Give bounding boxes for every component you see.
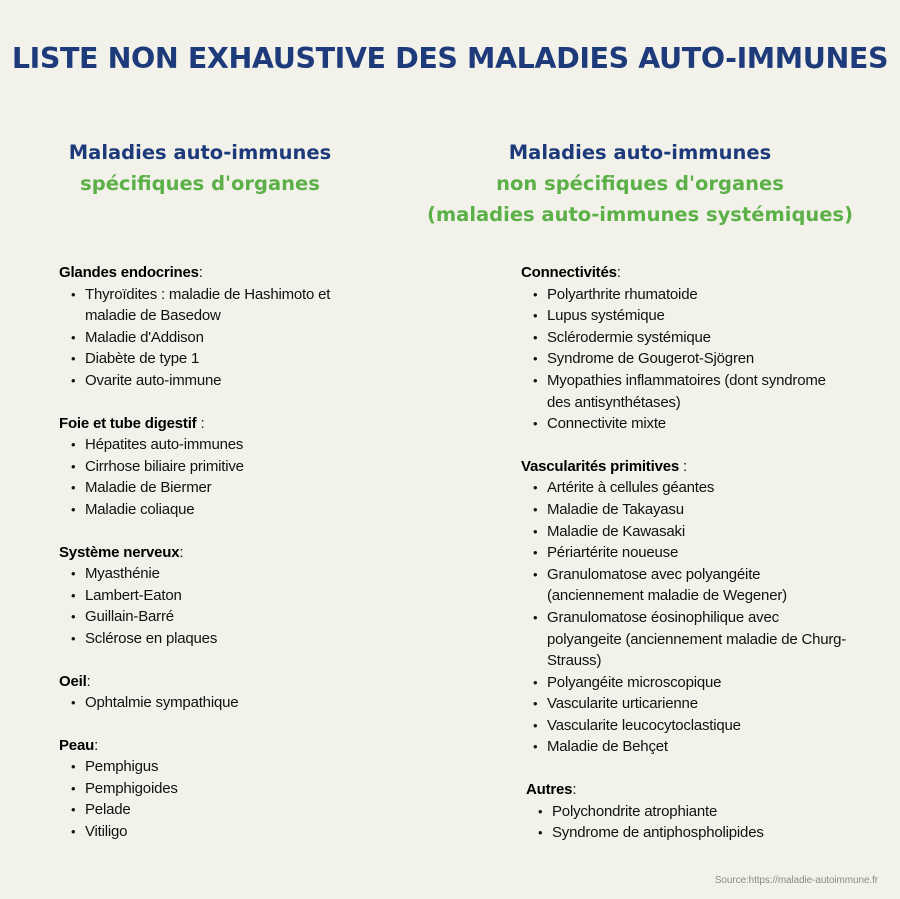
disease-list <box>526 801 851 844</box>
list-item: • Lambert-Eaton <box>85 585 369 607</box>
right-column-heading <box>420 137 860 230</box>
list-item: • Maladie de Kawasaki <box>547 521 851 543</box>
list-item: • Granulomatose éosinophilique avec polyangeite (anciennement maladie de Churg-Strauss) <box>547 607 851 672</box>
list-item: • Granulomatose avec polyangéite (anciennement maladie de Wegener) <box>547 564 851 607</box>
list-item: • Polyarthrite rhumatoide <box>547 284 851 306</box>
left-heading-line1: Maladies auto-immunes <box>68 141 332 164</box>
list-item: • Sclérose en plaques <box>85 628 369 650</box>
section-title: Vascularités primitives <box>521 457 679 475</box>
section-title: Connectivités <box>521 264 617 281</box>
section-title: Peau <box>59 736 95 754</box>
list-item: • Myasthénie <box>85 563 369 585</box>
section-systeme-nerveux <box>59 542 369 650</box>
list-item: • Thyroïdites : maladie de Hashimoto et maladie de Basedow <box>85 284 369 327</box>
list-item: • Maladie d'Addison <box>85 327 369 349</box>
source-credit: Source:https://maladie-autoimmune.fr <box>714 875 878 886</box>
list-item: • Vascularite urticarienne <box>547 693 851 715</box>
section-title: Foie et tube digestif <box>59 414 197 432</box>
disease-list <box>521 284 851 435</box>
section-suffix: : <box>94 736 99 754</box>
section-suffix: : <box>179 543 184 561</box>
right-heading-line1: Maladies auto-immunes <box>508 141 772 164</box>
list-item: • Vascularite leucocytoclastique <box>547 715 851 737</box>
section-suffix: : <box>196 414 205 432</box>
list-item: • Périartérite noueuse <box>547 542 851 564</box>
disease-list <box>59 692 369 714</box>
section-title: Système nerveux <box>59 543 180 561</box>
list-item: • Myopathies inflammatoires (dont syndrome des antisynthétases) <box>547 370 851 413</box>
section-title: Glandes endocrines <box>59 264 199 281</box>
left-heading-line2: spécifiques d'organes <box>80 172 320 195</box>
section-autres <box>526 779 851 844</box>
section-foie-tube-digestif <box>59 413 369 521</box>
list-item: • Pemphigus <box>85 756 369 778</box>
section-suffix: : <box>679 457 687 475</box>
disease-list <box>59 434 369 520</box>
list-item: • Syndrome de Gougerot-Sjögren <box>547 348 851 370</box>
right-heading-line2: non spécifiques d'organes <box>496 172 784 195</box>
section-title: Autres <box>526 781 573 799</box>
list-item: • Maladie de Biermer <box>85 477 369 499</box>
list-item: • Maladie coliaque <box>85 499 369 521</box>
list-item: • Pemphigoides <box>85 778 369 800</box>
list-item: • Syndrome de antiphospholipides <box>552 822 851 844</box>
list-item: • Maladie de Behçet <box>547 736 851 758</box>
section-suffix: : <box>198 264 203 281</box>
section-glandes-endocrines <box>59 262 369 392</box>
list-item: • Hépatites auto-immunes <box>85 434 369 456</box>
left-column-heading <box>40 137 360 199</box>
list-item: • Guillain-Barré <box>85 606 369 628</box>
section-title: Oeil <box>59 672 87 690</box>
page-title: LISTE NON EXHAUSTIVE DES MALADIES AUTO-IMMUNES <box>11 42 889 75</box>
right-column <box>521 262 851 865</box>
list-item: • Vitiligo <box>85 821 369 843</box>
section-suffix: : <box>572 781 577 799</box>
section-peau <box>59 735 369 843</box>
list-item: • Maladie de Takayasu <box>547 499 851 521</box>
section-connectivites <box>521 262 851 435</box>
list-item: • Artérite à cellules géantes <box>547 477 851 499</box>
left-column <box>59 262 369 864</box>
disease-list <box>59 756 369 842</box>
list-item: • Lupus systémique <box>547 305 851 327</box>
section-oeil <box>59 671 369 714</box>
list-item: • Pelade <box>85 799 369 821</box>
list-item: • Ophtalmie sympathique <box>85 692 369 714</box>
right-heading-line3: (maladies auto-immunes systémiques) <box>426 203 854 226</box>
list-item: • Ovarite auto-immune <box>85 370 369 392</box>
list-item: • Connectivite mixte <box>547 413 851 435</box>
disease-list <box>59 563 369 649</box>
list-item: • Cirrhose biliaire primitive <box>85 456 369 478</box>
list-item: • Polychondrite atrophiante <box>552 801 851 823</box>
list-item: • Polyangéite microscopique <box>547 672 851 694</box>
list-item: • Sclérodermie systémique <box>547 327 851 349</box>
section-suffix: : <box>616 264 621 281</box>
section-vascularites-primitives <box>521 456 851 758</box>
disease-list <box>521 477 851 758</box>
section-suffix: : <box>86 672 91 690</box>
list-item: • Diabète de type 1 <box>85 348 369 370</box>
disease-list <box>59 284 369 392</box>
